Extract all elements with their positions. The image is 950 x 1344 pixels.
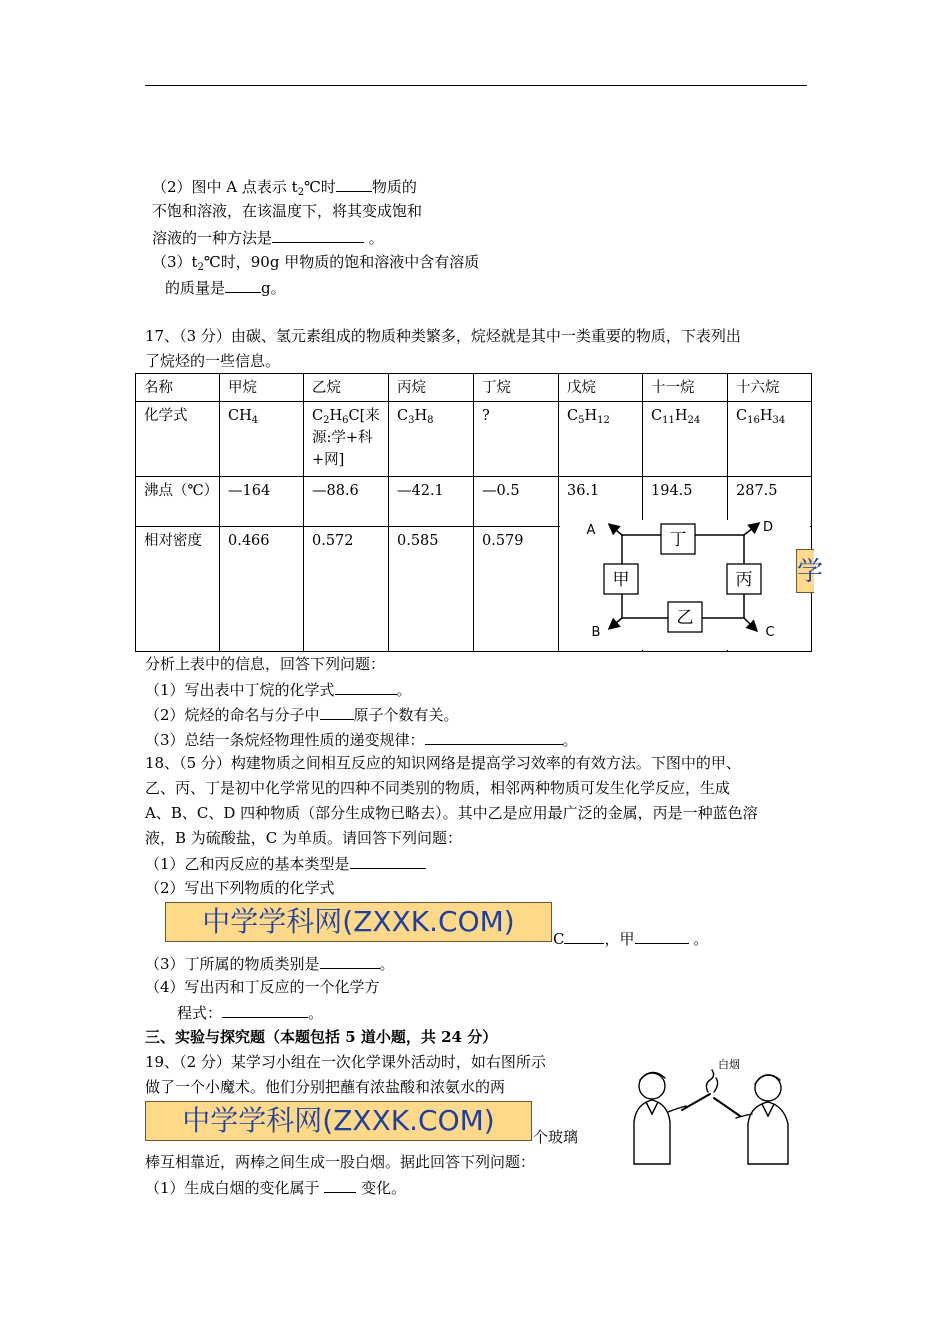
q18-answer-4-line2: 程式： 。 xyxy=(177,1004,324,1022)
row-header-name: 名称 xyxy=(136,374,220,402)
watermark-fragment: 学 xyxy=(796,549,814,593)
table-row xyxy=(136,374,812,402)
row-header-density: 相对密度 xyxy=(136,527,220,652)
table-cell: 0.585 xyxy=(389,527,474,652)
reaction-diagram xyxy=(560,520,810,650)
table-cell: 戊烷 xyxy=(559,374,643,402)
table-cell: —88.6 xyxy=(304,477,389,527)
q19-line1: 19、（2 分）某学习小组在一次化学课外活动时，如右图所示 xyxy=(145,1053,546,1071)
right-student-hair xyxy=(755,1075,780,1084)
table-cell: 丁烷 xyxy=(474,374,559,402)
corner-d: D xyxy=(762,520,774,535)
q16-part2-line3: 溶液的一种方法是 。 xyxy=(152,229,384,247)
right-glass-rod xyxy=(714,1098,740,1116)
table-cell: 287.5 xyxy=(728,477,812,527)
table-cell: 0.466 xyxy=(220,527,304,652)
table-cell: —42.1 xyxy=(389,477,474,527)
q17-intro-line2: 了烷烃的一些信息。 xyxy=(145,352,281,370)
q18-line2: 乙、丙、丁是初中化学常见的四种不同类别的物质，相邻两种物质可发生化学反应，生成 xyxy=(145,779,731,797)
formula-cell: $C_5H_{12}$ xyxy=(559,402,643,477)
smoke-wisp xyxy=(706,1070,713,1092)
arrow-to-b xyxy=(610,618,622,628)
q17-intro-line1: 17、（3 分）由碳、氢元素组成的物质种类繁多，烷烃就是其中一类重要的物质，下表列出 xyxy=(145,327,741,345)
q18-answer-2: （2）写出下列物质的化学式 xyxy=(145,879,335,897)
q16-part2-line1: （2）图中 A 点表示 $t_2℃$时 物质的 xyxy=(152,178,417,198)
right-student-body xyxy=(748,1102,788,1164)
table-cell: 0.572 xyxy=(304,527,389,652)
corner-a: A xyxy=(586,523,596,538)
left-student-body xyxy=(634,1100,670,1164)
students-illustration-svg xyxy=(612,1052,808,1170)
q17-answer-1: （1）写出表中丁烷的化学式 。 xyxy=(145,681,412,699)
q18-line1: 18、（5 分）构建物质之间相互反应的知识网络是提高学习效率的有效方法。下图中的甲、 xyxy=(145,754,741,772)
q19-line2: 做了一个小魔术。他们分别把蘸有浓盐酸和浓氨水的两 xyxy=(145,1078,506,1096)
q19-answer-1: （1）生成白烟的变化属于 变化。 xyxy=(145,1179,407,1197)
q18-answer-3: （3）丁所属的物质类别是 。 xyxy=(145,955,395,973)
arrow-to-d xyxy=(744,524,758,535)
formula-cell: $C_{11}H_{24}$ xyxy=(643,402,728,477)
table-cell: —164 xyxy=(220,477,304,527)
q16-part3-line2: 的质量是 g。 xyxy=(165,279,286,297)
watermark-banner: 中学学科网(ZXXK.COM) xyxy=(145,1101,532,1141)
table-cell: 乙烷 xyxy=(304,374,389,402)
q17-answer-2: （2）烷烃的命名与分子中 原子个数有关。 xyxy=(145,706,459,724)
q18-line3: A、B、C、D 四种物质（部分生成物已略去）。其中乙是应用最广泛的金属，丙是一种蓝色溶 xyxy=(145,804,758,822)
q18-answer-1: （1）乙和丙反应的基本类型是 xyxy=(145,853,426,874)
section-3-heading: 三、实验与探究题（本题包括 5 道小题，共 24 分） xyxy=(145,1028,498,1046)
q18-answer-4-line1: （4）写出丙和丁反应的一个化学方 xyxy=(145,978,380,996)
left-glass-rod xyxy=(682,1094,710,1110)
box-bing-label: 丙 xyxy=(735,570,753,590)
corner-c: C xyxy=(765,625,775,640)
table-row xyxy=(136,477,812,527)
table-cell: 0.579 xyxy=(474,527,559,652)
q17-analysis: 分析上表中的信息，回答下列问题： xyxy=(145,655,386,673)
box-ding-label: 丁 xyxy=(669,530,687,550)
formula-cell: $C_{16}H_{34}$ xyxy=(728,402,812,477)
q19-line3-tail: 个玻璃 xyxy=(533,1128,579,1146)
smoke-label: 白烟 xyxy=(718,1058,740,1071)
q16-part2-line2: 不饱和溶液，在该温度下，将其变成饱和 xyxy=(152,202,423,220)
formula-cell: $CH_4$ xyxy=(220,402,304,477)
table-cell: 十六烷 xyxy=(728,374,812,402)
q16-part3-line1: $(3)t_2℃$时，90g 甲物质的饱和溶液中含有溶质 xyxy=(152,253,480,273)
row-header-boiling: 沸点（℃） xyxy=(136,477,220,527)
arrow-to-c xyxy=(744,618,756,630)
reaction-network-svg xyxy=(560,520,810,650)
right-student-scarf xyxy=(762,1104,774,1116)
watermark-banner: 中学学科网(ZXXK.COM) xyxy=(165,902,552,942)
formula-cell: $C_2H_6C$[来源:学+科+网] xyxy=(304,402,389,477)
q18-answer-2-formulas: C ，甲 。 xyxy=(553,930,709,948)
corner-b: B xyxy=(591,625,601,640)
arrow-to-a xyxy=(610,525,622,535)
table-cell: 十一烷 xyxy=(643,374,728,402)
box-jia-label: 甲 xyxy=(612,570,630,590)
magic-trick-illustration xyxy=(612,1052,808,1170)
smoke-wisp xyxy=(714,1078,718,1092)
table-cell: 甲烷 xyxy=(220,374,304,402)
table-row xyxy=(136,402,812,477)
header-rule xyxy=(145,85,807,86)
table-cell: 194.5 xyxy=(643,477,728,527)
box-yi-label: 乙 xyxy=(676,608,694,628)
table-cell: 36.1 xyxy=(559,477,643,527)
q18-line4: 液，B 为硫酸盐，C 为单质。请回答下列问题： xyxy=(145,829,463,847)
row-header-formula: 化学式 xyxy=(136,402,220,477)
left-student-scarf xyxy=(646,1102,658,1114)
formula-cell: $C_3H_8$ xyxy=(389,402,474,477)
formula-cell: ? xyxy=(474,402,559,477)
table-cell: 丙烷 xyxy=(389,374,474,402)
q19-line4: 棒互相靠近，两棒之间生成一股白烟。据此回答下列问题： xyxy=(145,1153,536,1171)
table-cell: —0.5 xyxy=(474,477,559,527)
q17-answer-3: （3）总结一条烷烃物理性质的递变规律： 。 xyxy=(145,731,578,749)
